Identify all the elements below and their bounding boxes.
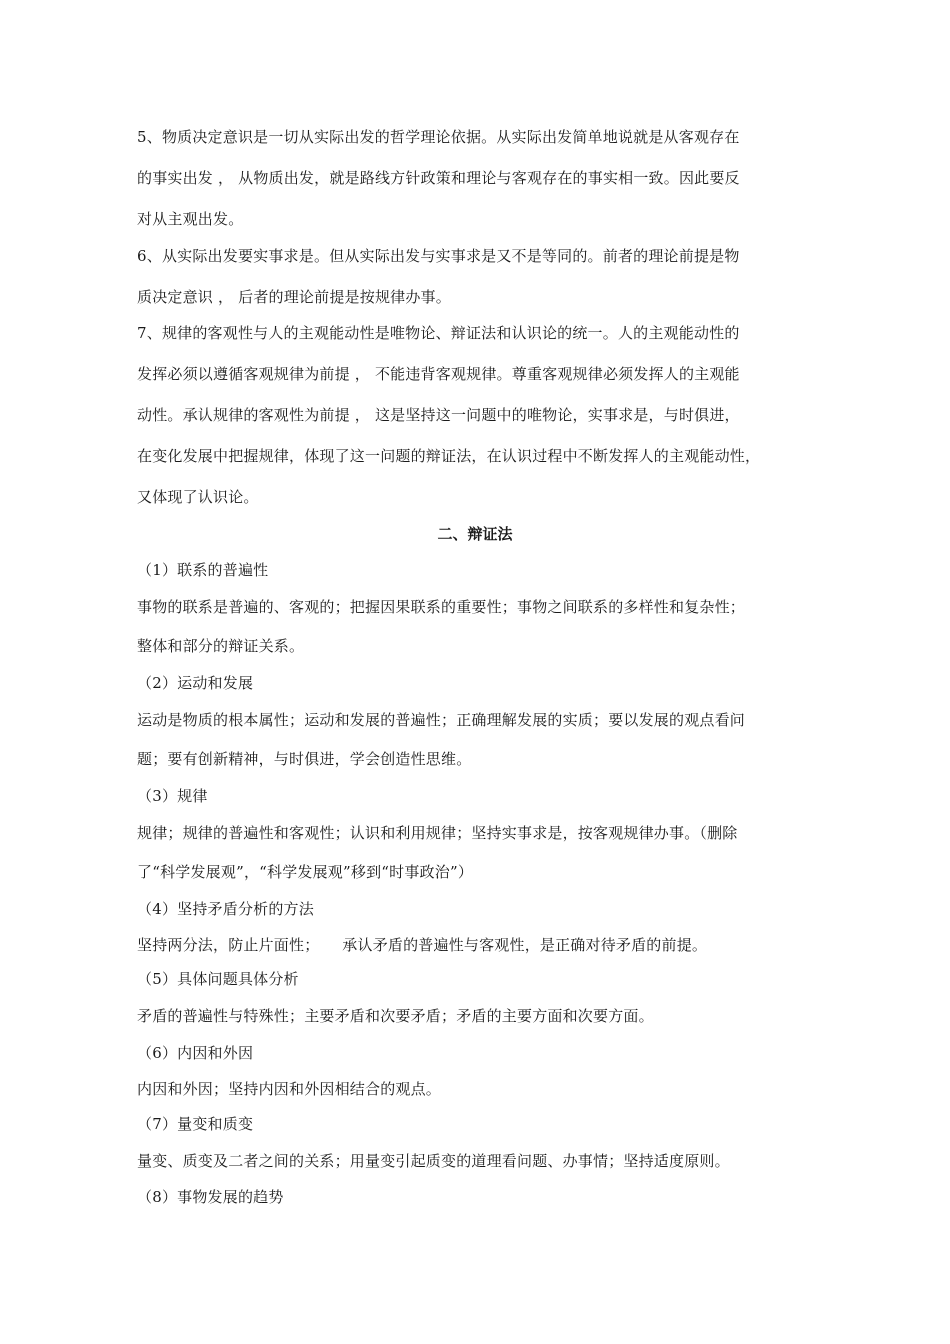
item-3-line-1: 规律；规律的普遍性和客观性；认识和利用规律；坚持实事求是，按客观规律办事。（删除 bbox=[137, 824, 738, 842]
paragraph-7-line-3: 动性。承认规律的客观性为前提 ， 这是坚持这一问题中的唯物论，实事求是，与时俱进， bbox=[137, 406, 740, 424]
item-3-line-2: 了“科学发展观”，“科学发展观”移到“时事政治”） bbox=[137, 863, 474, 881]
item-5-line-1: 矛盾的普遍性与特殊性；主要矛盾和次要矛盾；矛盾的主要方面和次要方面。 bbox=[137, 1007, 654, 1025]
paragraph-7-line-5: 又体现了认识论。 bbox=[137, 488, 259, 506]
item-8-title: （8）事物发展的趋势 bbox=[137, 1188, 284, 1206]
item-2-line-2: 题；要有创新精神，与时俱进，学会创造性思维。 bbox=[137, 750, 472, 768]
item-1-title: （1）联系的普遍性 bbox=[137, 561, 269, 579]
item-7-line-1: 量变、质变及二者之间的关系；用量变引起质变的道理看问题、办事情；坚持适度原则。 bbox=[137, 1152, 730, 1170]
item-4-line-1: 坚持两分法，防止片面性； 承认矛盾的普遍性与客观性，是正确对待矛盾的前提。 bbox=[137, 936, 708, 954]
item-7-title: （7）量变和质变 bbox=[137, 1115, 254, 1133]
item-1-line-1: 事物的联系是普遍的、客观的；把握因果联系的重要性；事物之间联系的多样性和复杂性； bbox=[137, 598, 746, 616]
paragraph-7-line-4: 在变化发展中把握规律，体现了这一问题的辩证法，在认识过程中不断发挥人的主观能动性， bbox=[137, 447, 761, 465]
item-4-title: （4）坚持矛盾分析的方法 bbox=[137, 900, 314, 918]
item-6-title: （6）内因和外因 bbox=[137, 1044, 254, 1062]
paragraph-5-line-2: 的事实出发 ， 从物质出发，就是路线方针政策和理论与客观存在的事实相一致。因此要反 bbox=[137, 169, 740, 187]
item-3-title: （3）规律 bbox=[137, 787, 208, 805]
item-6-line-1: 内因和外因；坚持内因和外因相结合的观点。 bbox=[137, 1080, 442, 1098]
item-2-line-1: 运动是物质的根本属性；运动和发展的普遍性；正确理解发展的实质；要以发展的观点看问 bbox=[137, 711, 746, 729]
item-1-line-2: 整体和部分的辩证关系。 bbox=[137, 637, 305, 655]
paragraph-6-line-2: 质决定意识 ， 后者的理论前提是按规律办事。 bbox=[137, 288, 451, 306]
section-heading-dialectics: 二、辩证法 bbox=[437, 525, 513, 543]
paragraph-7-line-2: 发挥必须以遵循客观规律为前提 ， 不能违背客观规律。尊重客观规律必须发挥人的主观能 bbox=[137, 365, 740, 383]
paragraph-7-line-1: 7、规律的客观性与人的主观能动性是唯物论、辩证法和认识论的统一。人的主观能动性的 bbox=[137, 324, 740, 342]
item-2-title: （2）运动和发展 bbox=[137, 674, 254, 692]
paragraph-5-line-3: 对从主观出发。 bbox=[137, 210, 244, 228]
item-5-title: （5）具体问题具体分析 bbox=[137, 970, 299, 988]
paragraph-6-line-1: 6、从实际出发要实事求是。但从实际出发与实事求是又不是等同的。前者的理论前提是物 bbox=[137, 247, 740, 265]
paragraph-5-line-1: 5、物质决定意识是一切从实际出发的哲学理论依据。从实际出发简单地说就是从客观存在 bbox=[137, 128, 740, 146]
